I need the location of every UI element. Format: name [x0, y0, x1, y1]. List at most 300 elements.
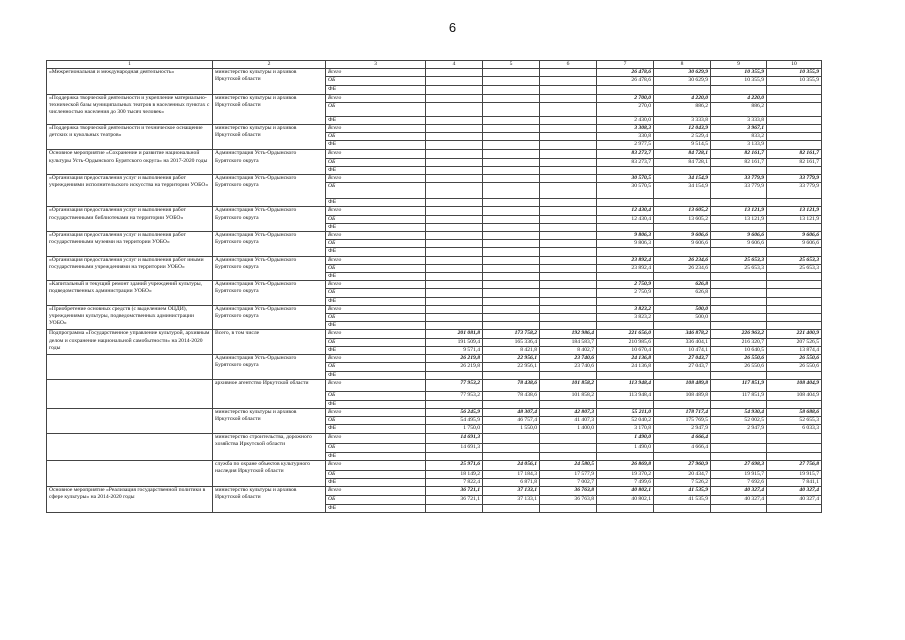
amount-cell: 10 355,9	[767, 69, 822, 77]
amount-cell	[654, 199, 711, 207]
amount-cell: 19 915,7	[711, 470, 767, 478]
amount-cell: 10 355,9	[711, 77, 767, 86]
amount-cell	[711, 400, 767, 408]
table-row	[47, 175, 822, 183]
amount-cell	[483, 400, 540, 408]
funding-source: ОБ	[326, 215, 426, 223]
amount-cell: 113 948,4	[597, 379, 654, 391]
amount-cell	[483, 305, 540, 313]
amount-cell: 42 807,3	[540, 408, 597, 416]
funding-source: Всего	[326, 94, 426, 102]
amount-cell	[767, 297, 822, 305]
amount-cell: 56 245,9	[426, 408, 483, 416]
amount-cell	[483, 371, 540, 379]
amount-cell	[540, 371, 597, 379]
amount-cell	[767, 443, 822, 452]
funding-source: ФБ	[326, 452, 426, 460]
amount-cell	[540, 215, 597, 223]
amount-cell	[540, 240, 597, 248]
amount-cell	[767, 199, 822, 207]
funding-source: Всего	[326, 433, 426, 443]
amount-cell: 2 750,9	[597, 281, 654, 289]
amount-cell: 13 874,4	[767, 346, 822, 354]
amount-cell	[426, 69, 483, 77]
amount-cell: 36 721,1	[426, 496, 483, 505]
amount-cell: 1 750,0	[426, 425, 483, 433]
activity-name: «Организация предоставления услуг и выполнения работ государственными библиотеками на территории УОБО»	[47, 207, 213, 232]
amount-cell	[426, 256, 483, 264]
responsible-executor: служба по охране объектов культурного наследия Иркутской области	[213, 460, 326, 486]
amount-cell	[426, 116, 483, 124]
amount-cell	[426, 77, 483, 86]
amount-cell: 18 149,2	[426, 470, 483, 478]
amount-cell: 40 802,1	[597, 496, 654, 505]
amount-cell	[711, 166, 767, 174]
amount-cell	[483, 232, 540, 240]
amount-cell	[540, 150, 597, 158]
column-header: 2	[213, 61, 326, 69]
amount-cell	[426, 322, 483, 330]
amount-cell: 25 653,3	[711, 264, 767, 272]
amount-cell	[483, 248, 540, 256]
amount-cell	[426, 150, 483, 158]
activity-name	[47, 355, 213, 380]
column-header: 3	[326, 61, 426, 69]
amount-cell	[426, 273, 483, 281]
amount-cell: 13 121,9	[767, 207, 822, 215]
amount-cell	[767, 94, 822, 102]
amount-cell	[767, 125, 822, 133]
amount-cell	[711, 289, 767, 297]
responsible-executor: Администрация Усть-Ордынского Бурятского округа	[213, 256, 326, 281]
amount-cell	[483, 86, 540, 94]
amount-cell	[540, 232, 597, 240]
amount-cell	[426, 371, 483, 379]
amount-cell: 12 430,4	[597, 207, 654, 215]
amount-cell	[540, 433, 597, 443]
amount-cell	[426, 215, 483, 223]
amount-cell	[483, 199, 540, 207]
amount-cell: 117 851,9	[711, 379, 767, 391]
responsible-executor: министерство культуры и архивов Иркутской области	[213, 408, 326, 433]
amount-cell	[483, 141, 540, 150]
amount-cell: 184 583,7	[540, 338, 597, 346]
responsible-executor: Администрация Усть-Ордынского Бурятского округа	[213, 281, 326, 306]
funding-source: ОБ	[326, 391, 426, 400]
funding-source: ОБ	[326, 289, 426, 297]
amount-cell	[483, 150, 540, 158]
table-row	[47, 232, 822, 240]
amount-cell	[540, 452, 597, 460]
funding-source: ФБ	[326, 273, 426, 281]
amount-cell	[767, 289, 822, 297]
amount-cell: 26 550,6	[711, 355, 767, 363]
amount-cell	[711, 505, 767, 513]
amount-cell	[426, 289, 483, 297]
funding-source: ФБ	[326, 141, 426, 150]
amount-cell	[711, 273, 767, 281]
amount-cell: 10 670,4	[597, 346, 654, 354]
amount-cell: 24 056,1	[483, 460, 540, 470]
funding-source: Всего	[326, 207, 426, 215]
amount-cell	[483, 297, 540, 305]
amount-cell: 2 700,0	[597, 94, 654, 102]
amount-cell	[767, 305, 822, 313]
amount-cell	[483, 102, 540, 116]
amount-cell: 14 691,3	[426, 433, 483, 443]
amount-cell: 7 822,4	[426, 478, 483, 486]
amount-cell	[597, 273, 654, 281]
amount-cell	[426, 248, 483, 256]
amount-cell: 33 779,9	[767, 183, 822, 199]
amount-cell: 626,8	[654, 289, 711, 297]
funding-source: ОБ	[326, 264, 426, 272]
amount-cell: 41 535,9	[654, 487, 711, 496]
funding-source: Всего	[326, 460, 426, 470]
amount-cell: 25 653,3	[767, 256, 822, 264]
amount-cell	[483, 133, 540, 141]
amount-cell: 9 606,6	[654, 240, 711, 248]
amount-cell	[426, 166, 483, 174]
amount-cell: 8 421,8	[483, 346, 540, 354]
amount-cell: 2 750,9	[597, 289, 654, 297]
amount-cell: 226 963,2	[711, 330, 767, 338]
amount-cell	[483, 77, 540, 86]
amount-cell: 37 133,1	[483, 487, 540, 496]
amount-cell: 26 869,8	[597, 460, 654, 470]
amount-cell: 13 121,9	[767, 215, 822, 223]
amount-cell	[540, 314, 597, 322]
amount-cell	[483, 183, 540, 199]
amount-cell	[483, 443, 540, 452]
amount-cell: 108 404,9	[767, 391, 822, 400]
amount-cell: 108 489,8	[654, 391, 711, 400]
amount-cell: 6 033,3	[767, 425, 822, 433]
responsible-executor: Администрация Усть-Ордынского Бурятского округа	[213, 305, 326, 330]
amount-cell: 270,0	[597, 102, 654, 116]
amount-cell: 82 161,7	[711, 150, 767, 158]
amount-cell	[426, 207, 483, 215]
amount-cell: 7 499,6	[597, 478, 654, 486]
amount-cell	[483, 175, 540, 183]
amount-cell: 23 740,6	[540, 363, 597, 371]
amount-cell	[711, 314, 767, 322]
amount-cell	[767, 102, 822, 116]
amount-cell	[540, 289, 597, 297]
amount-cell: 2 947,9	[711, 425, 767, 433]
amount-cell: 10 355,9	[711, 69, 767, 77]
amount-cell: 46 757,4	[483, 417, 540, 425]
amount-cell	[540, 86, 597, 94]
amount-cell: 40 327,4	[767, 487, 822, 496]
amount-cell: 500,0	[654, 305, 711, 313]
amount-cell: 83 273,7	[597, 150, 654, 158]
amount-cell: 3 823,2	[597, 314, 654, 322]
amount-cell	[540, 273, 597, 281]
activity-name	[47, 433, 213, 460]
amount-cell	[426, 125, 483, 133]
amount-cell: 19 370,2	[597, 470, 654, 478]
funding-source: ОБ	[326, 363, 426, 371]
amount-cell: 7 692,6	[711, 478, 767, 486]
amount-cell: 13 605,2	[654, 207, 711, 215]
amount-cell: 27 043,7	[654, 363, 711, 371]
funding-source: Всего	[326, 175, 426, 183]
amount-cell	[540, 248, 597, 256]
amount-cell	[426, 141, 483, 150]
amount-cell: 9 606,6	[711, 232, 767, 240]
amount-cell: 1 550,0	[483, 425, 540, 433]
amount-cell	[597, 86, 654, 94]
amount-cell: 108 489,8	[654, 379, 711, 391]
amount-cell	[654, 273, 711, 281]
amount-cell	[540, 505, 597, 513]
funding-source: ФБ	[326, 425, 426, 433]
activity-name: «Капитальный и текущий ремонт зданий учреждений культуры, подведомственных администрации УОБО»	[47, 281, 213, 306]
amount-cell: 26 550,6	[711, 363, 767, 371]
amount-cell	[540, 443, 597, 452]
amount-cell: 173 758,2	[483, 330, 540, 338]
funding-source: ФБ	[326, 346, 426, 354]
amount-cell: 40 327,4	[711, 487, 767, 496]
amount-cell	[483, 281, 540, 289]
amount-cell: 24 136,8	[597, 363, 654, 371]
amount-cell	[483, 322, 540, 330]
amount-cell: 101 858,2	[540, 379, 597, 391]
amount-cell: 9 514,5	[654, 141, 711, 150]
amount-cell: 3 823,2	[597, 305, 654, 313]
amount-cell	[426, 400, 483, 408]
amount-cell: 84 728,1	[654, 150, 711, 158]
amount-cell	[426, 133, 483, 141]
activity-name: «Поддержка творческой деятельности и техническое оснащение детских и кукольных театров»	[47, 125, 213, 150]
amount-cell: 40 327,4	[767, 496, 822, 505]
amount-cell: 336 404,1	[654, 338, 711, 346]
amount-cell: 30 570,5	[597, 175, 654, 183]
funding-source: ОБ	[326, 443, 426, 452]
amount-cell	[540, 77, 597, 86]
funding-source: Всего	[326, 281, 426, 289]
amount-cell	[767, 141, 822, 150]
amount-cell	[540, 141, 597, 150]
activity-name: «Приобретение основных средств (с выделением ОЦДИ), учреждениями культуры, подведомственных администрации УОБО»	[47, 305, 213, 330]
responsible-executor: министерство культуры и архивов Иркутской области	[213, 487, 326, 513]
amount-cell: 23 892,4	[597, 256, 654, 264]
amount-cell: 1 490,0	[597, 443, 654, 452]
amount-cell: 4 666,4	[654, 433, 711, 443]
table-row	[47, 125, 822, 133]
amount-cell	[426, 314, 483, 322]
table-row	[47, 305, 822, 313]
amount-cell: 26 478,6	[597, 69, 654, 77]
responsible-executor: Администрация Усть-Ордынского Бурятского округа	[213, 355, 326, 380]
table-row	[47, 379, 822, 391]
amount-cell: 192 986,4	[540, 330, 597, 338]
amount-cell: 36 763,8	[540, 496, 597, 505]
funding-source: Всего	[326, 256, 426, 264]
amount-cell	[540, 322, 597, 330]
amount-cell: 52 002,5	[711, 417, 767, 425]
amount-cell	[711, 199, 767, 207]
amount-cell	[426, 505, 483, 513]
activity-name: Подпрограмма «Государственное управление культурой, архивным делом и сохранение национальной самобытности» на 2014-2020 годы	[47, 330, 213, 355]
funding-source: Всего	[326, 150, 426, 158]
amount-cell	[426, 452, 483, 460]
amount-cell: 3 333,8	[711, 116, 767, 124]
amount-cell: 30 629,9	[654, 77, 711, 86]
amount-cell: 22 956,1	[483, 363, 540, 371]
funding-source: Всего	[326, 487, 426, 496]
amount-cell	[540, 264, 597, 272]
amount-cell	[767, 433, 822, 443]
funding-source: Всего	[326, 69, 426, 77]
amount-cell	[711, 452, 767, 460]
funding-source: ОБ	[326, 158, 426, 166]
amount-cell	[597, 322, 654, 330]
amount-cell	[597, 248, 654, 256]
amount-cell: 7 526,2	[654, 478, 711, 486]
amount-cell	[483, 125, 540, 133]
funding-source: ФБ	[326, 116, 426, 124]
amount-cell	[654, 166, 711, 174]
amount-cell	[540, 199, 597, 207]
activity-name: Основное мероприятие «Сохранение и развитие национальной культуры Усть-Ордынского Бурятского округа» на 2017-2020 годы	[47, 150, 213, 175]
amount-cell: 9 606,6	[654, 232, 711, 240]
funding-source: ОБ	[326, 470, 426, 478]
responsible-executor: Администрация Усть-Ордынского Бурятского округа	[213, 207, 326, 232]
amount-cell	[426, 223, 483, 231]
amount-cell: 83 273,7	[597, 158, 654, 166]
amount-cell: 27 698,3	[711, 460, 767, 470]
responsible-executor: министерство культуры и архивов Иркутской области	[213, 94, 326, 124]
funding-source: ОБ	[326, 314, 426, 322]
amount-cell	[540, 305, 597, 313]
amount-cell: 41 535,9	[654, 496, 711, 505]
amount-cell	[711, 322, 767, 330]
responsible-executor: министерство культуры и архивов Иркутской области	[213, 69, 326, 94]
amount-cell: 178 717,4	[654, 408, 711, 416]
amount-cell	[767, 223, 822, 231]
amount-cell: 27 960,9	[654, 460, 711, 470]
amount-cell	[426, 183, 483, 199]
amount-cell: 54 495,9	[426, 417, 483, 425]
amount-cell	[483, 166, 540, 174]
amount-cell	[767, 86, 822, 94]
amount-cell: 24 136,8	[597, 355, 654, 363]
column-header: 9	[711, 61, 767, 69]
amount-cell	[767, 322, 822, 330]
amount-cell: 26 550,6	[767, 363, 822, 371]
amount-cell	[426, 102, 483, 116]
amount-cell	[483, 273, 540, 281]
amount-cell	[597, 371, 654, 379]
amount-cell: 26 234,6	[654, 256, 711, 264]
amount-cell: 25 971,6	[426, 460, 483, 470]
amount-cell	[483, 94, 540, 102]
amount-cell: 26 478,6	[597, 77, 654, 86]
funding-source: ОБ	[326, 102, 426, 116]
amount-cell: 833,2	[711, 133, 767, 141]
amount-cell: 13 605,2	[654, 215, 711, 223]
amount-cell: 1 490,0	[597, 433, 654, 443]
funding-source: ОБ	[326, 133, 426, 141]
amount-cell: 7 841,1	[767, 478, 822, 486]
amount-cell	[426, 86, 483, 94]
amount-cell: 48 307,4	[483, 408, 540, 416]
amount-cell	[483, 264, 540, 272]
funding-source: ФБ	[326, 371, 426, 379]
amount-cell: 2 529,4	[654, 133, 711, 141]
amount-cell	[540, 116, 597, 124]
amount-cell	[483, 240, 540, 248]
column-header: 6	[540, 61, 597, 69]
amount-cell: 7 002,7	[540, 478, 597, 486]
responsible-executor: архивное агентство Иркутской области	[213, 379, 326, 408]
amount-cell: 52 655,3	[767, 417, 822, 425]
amount-cell	[767, 314, 822, 322]
amount-cell	[483, 433, 540, 443]
amount-cell: 12 430,4	[597, 215, 654, 223]
amount-cell: 175 769,5	[654, 417, 711, 425]
amount-cell: 27 043,7	[654, 355, 711, 363]
amount-cell: 23 892,4	[597, 264, 654, 272]
amount-cell: 30 570,5	[597, 183, 654, 199]
amount-cell	[426, 240, 483, 248]
amount-cell: 626,8	[654, 281, 711, 289]
amount-cell	[597, 166, 654, 174]
amount-cell	[767, 248, 822, 256]
amount-cell	[654, 297, 711, 305]
table-row	[47, 207, 822, 215]
amount-cell	[767, 505, 822, 513]
amount-cell	[767, 400, 822, 408]
amount-cell: 55 211,0	[597, 408, 654, 416]
amount-cell: 346 878,2	[654, 330, 711, 338]
amount-cell: 12 043,9	[654, 125, 711, 133]
amount-cell: 2 430,0	[597, 116, 654, 124]
funding-source: ФБ	[326, 400, 426, 408]
table-row	[47, 355, 822, 363]
amount-cell	[767, 371, 822, 379]
amount-cell	[483, 452, 540, 460]
amount-cell	[597, 223, 654, 231]
amount-cell	[597, 297, 654, 305]
activity-name: «Организация предоставления услуг и выполнения работ учреждениями исполнительского искусства на территории УОБО»	[47, 175, 213, 207]
table-row	[47, 150, 822, 158]
amount-cell	[540, 166, 597, 174]
amount-cell: 221 400,9	[767, 330, 822, 338]
amount-cell: 9 606,6	[767, 240, 822, 248]
column-header: 4	[426, 61, 483, 69]
amount-cell	[654, 223, 711, 231]
amount-cell: 216 320,7	[711, 338, 767, 346]
amount-cell: 37 133,1	[483, 496, 540, 505]
funding-source: ФБ	[326, 223, 426, 231]
amount-cell	[654, 322, 711, 330]
amount-cell: 82 161,7	[711, 158, 767, 166]
responsible-executor: Администрация Усть-Ордынского Бурятского округа	[213, 232, 326, 257]
column-header: 10	[767, 61, 822, 69]
amount-cell	[711, 433, 767, 443]
amount-cell	[540, 281, 597, 289]
activity-name	[47, 460, 213, 486]
amount-cell	[540, 207, 597, 215]
amount-cell: 78 438,6	[483, 391, 540, 400]
amount-cell: 33 779,9	[711, 183, 767, 199]
amount-cell	[540, 183, 597, 199]
activity-name: Основное мероприятие «Реализация государственной политики в сфере культуры» на 2014-2020 годы	[47, 487, 213, 513]
amount-cell: 25 653,3	[767, 264, 822, 272]
